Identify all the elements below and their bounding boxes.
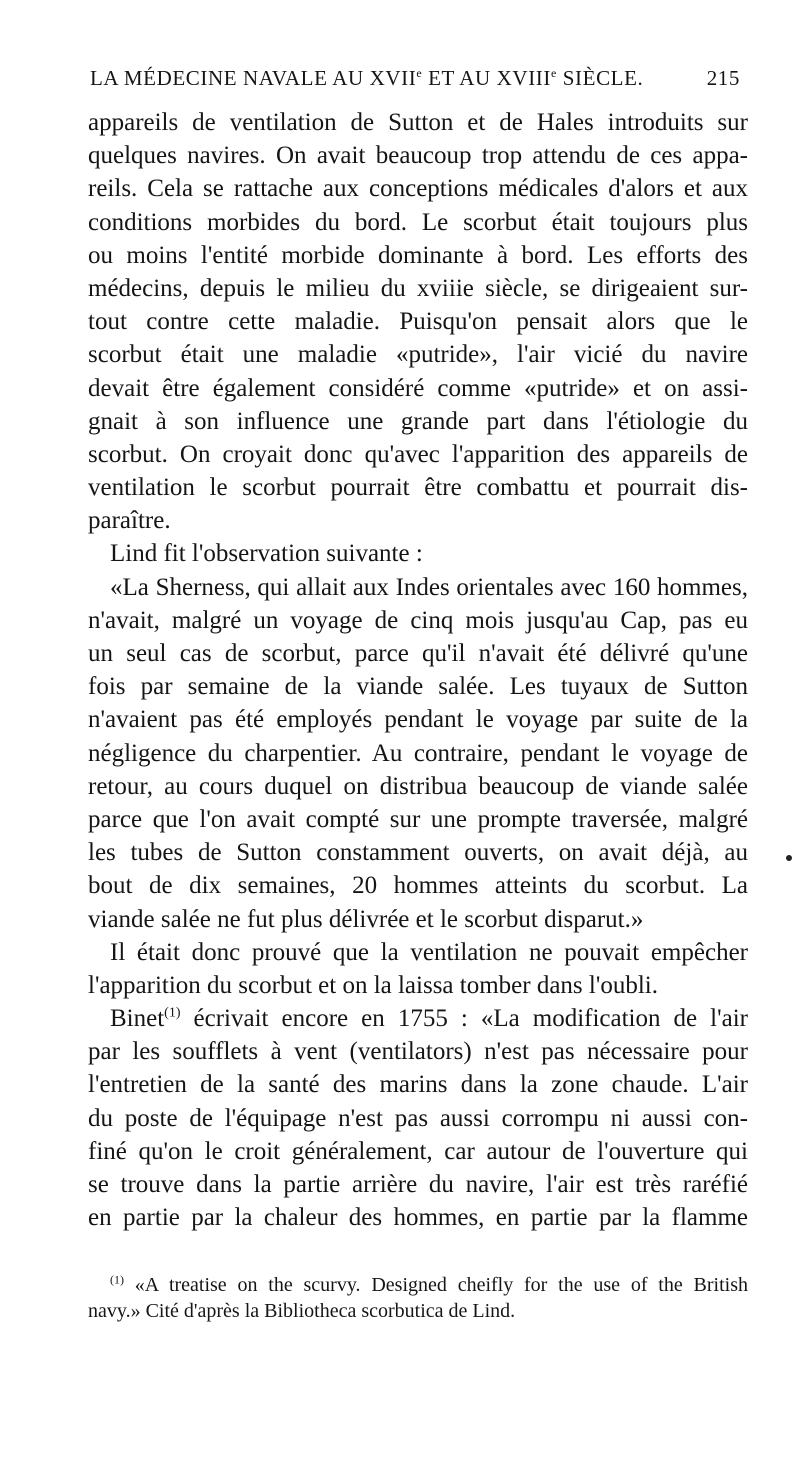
text-line: tout contre cette maladie. Puisqu'on pensait alors que le — [88, 308, 748, 336]
text-line: du poste de l'équipage n'est pas aussi corrompu ni aussi con- — [88, 1104, 748, 1132]
text-line: se trouve dans la partie arrière du navire, l'air est très raréfié — [88, 1171, 748, 1198]
text-line: devait être également considéré comme «putride» et on assi- — [88, 374, 748, 402]
text-line: scorbut. On croyait donc qu'avec l'apparition des appareils de — [88, 440, 748, 468]
quote-line: un seul cas de scorbut, parce qu'il n'avait été délivré qu'une — [88, 640, 748, 667]
quote-line: négligence du charpentier. Au contraire, pendant le voyage de — [88, 739, 748, 767]
text-line: médecins, depuis le milieu du xviiie siècle, se dirigeaient sur- — [88, 274, 748, 302]
text-line: quelques navires. On avait beaucoup trop attendu de ces appa- — [88, 142, 748, 170]
footnote-line: navy.» Cité d'après la Bibliotheca scorbutica de Lind. — [88, 1300, 516, 1322]
text-line: ventilation le scorbut pourrait être combattu et pourrait dis- — [88, 474, 748, 502]
footnotes — [88, 1272, 748, 1324]
text-line: Lind fit l'observation suivante : — [110, 540, 423, 568]
quote-line: «La Sherness, qui allait aux Indes orientales avec 160 hommes, — [110, 573, 748, 601]
quote-line: bout de dix semaines, 20 hommes atteints du scorbut. La — [88, 872, 748, 900]
quote-line: parce que l'on avait compté sur une prompte traversée, malgré — [88, 805, 748, 833]
quote-line: retour, au cours duquel on distribua beaucoup de viande salée — [88, 772, 748, 800]
running-head — [90, 62, 740, 94]
text-line: conditions morbides du bord. Le scorbut était toujours plus — [88, 208, 748, 236]
text-line: reils. Cela se rattache aux conceptions médicales d'alors et aux — [88, 175, 748, 203]
text-line: ou moins l'entité morbide dominante à bord. Les efforts des — [88, 241, 748, 269]
text-line: scorbut était une maladie «putride», l'air vicié du navire — [88, 341, 748, 369]
text-line: appareils de ventilation de Sutton et de Hales introduits sur — [88, 109, 748, 136]
quote-line: n'avait, malgré un voyage de cinq mois jusqu'au Cap, pas eu — [88, 606, 748, 634]
footnote-reference[interactable]: (1) — [164, 1005, 181, 1021]
text-line: en partie par la chaleur des hommes, en partie par la flamme — [88, 1204, 748, 1232]
running-title: LA MÉDECINE NAVALE AU XVIIe ET AU XVIIIe SIÈCLE. — [90, 66, 644, 90]
quote-line: les tubes de Sutton constamment ouverts, on avait déjà, au — [88, 839, 748, 867]
body-text — [88, 106, 748, 1234]
quote-line: viande salée ne fut plus délivrée et le scorbut disparut.» — [88, 905, 644, 933]
footnote-line: $^{(1)}$ «A treatise on the scurvy. Designed cheifly for the use of the British — [110, 1272, 748, 1296]
text-line: Il était donc prouvé que la ventilation ne pouvait empêcher — [110, 938, 748, 966]
text-line: gnait à son influence une grande part dans l'étiologie du — [88, 407, 748, 435]
text-line: par les soufflets à vent (ventilators) n'est pas nécessaire pour — [88, 1038, 748, 1066]
text-line: finé qu'on le croit généralement, car autour de l'ouverture qui — [88, 1137, 748, 1165]
page-number: 215 — [706, 66, 740, 90]
quote-line: n'avaient pas été employés pendant le voyage par suite de la — [88, 706, 748, 734]
text-line-with-footnote-ref: Binet$^{(1)}$ écrivait encore en 1755 : «La modification de l'air — [110, 1005, 748, 1033]
text-line: l'apparition du scorbut et on la laissa tomber dans l'oubli. — [88, 971, 659, 999]
quote-line: fois par semaine de la viande salée. Les tuyaux de Sutton — [88, 673, 748, 701]
text-line: paraître. — [88, 507, 171, 535]
text-line: l'entretien de la santé des marins dans la zone chaude. L'air — [88, 1071, 748, 1099]
footnote-mark: (1) — [110, 1272, 124, 1287]
ink-speck — [786, 855, 792, 861]
